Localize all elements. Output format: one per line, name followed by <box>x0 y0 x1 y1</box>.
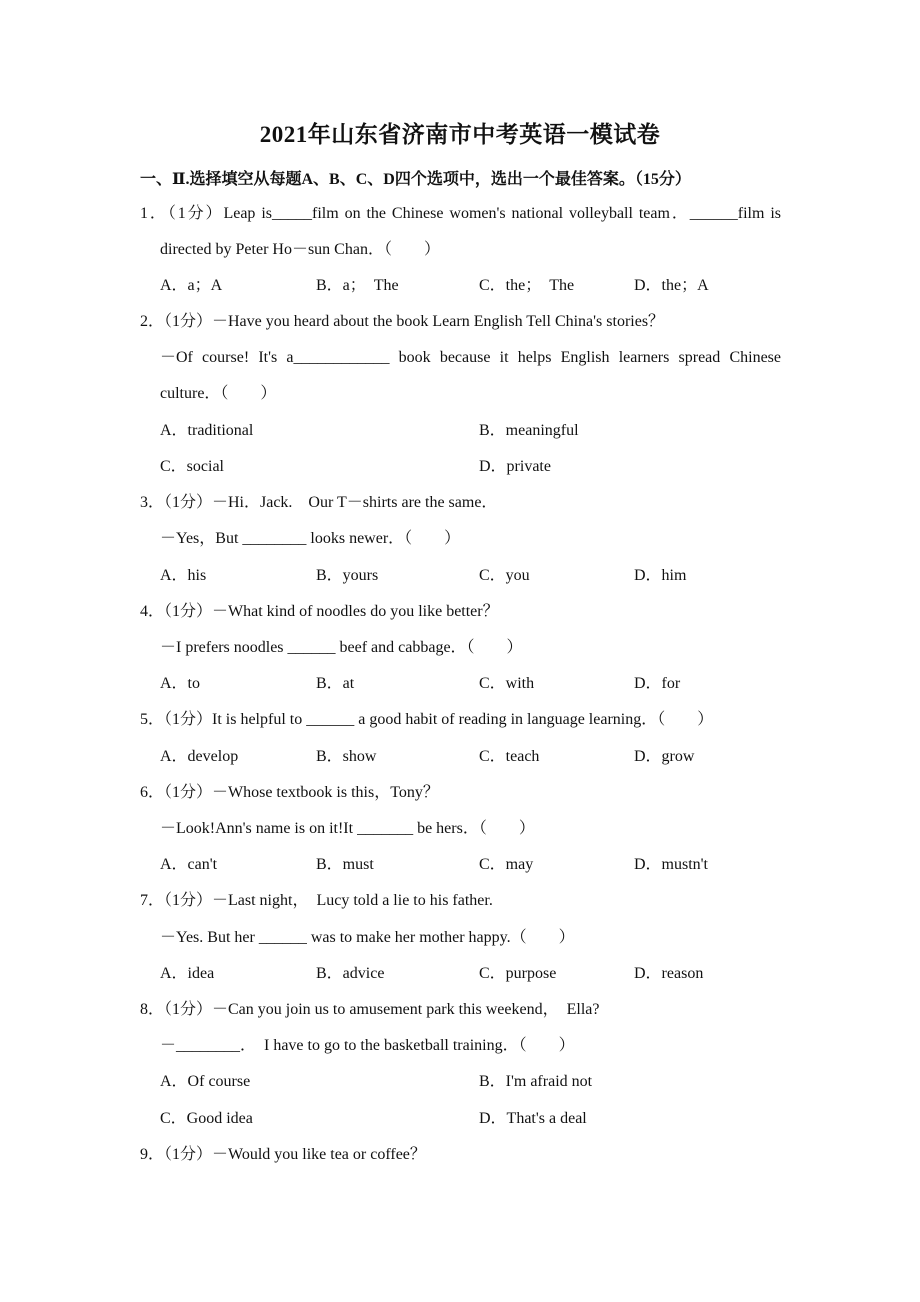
question-6-line-1 <box>0 775 920 811</box>
option-c[interactable]: C．may <box>479 856 534 873</box>
question-2-options-row-1 <box>0 413 920 449</box>
question-4-reply: －I prefers noodles ______ beef and cabbage．（ ） <box>160 639 523 656</box>
option-c[interactable]: C．you <box>479 567 530 584</box>
question-2-options-row-2 <box>0 449 920 485</box>
question-2-stem: 2．（1分）－Have you heard about the book Learn English Tell China's stories？ <box>140 313 665 330</box>
option-b[interactable]: B．I'm afraid not <box>479 1073 593 1090</box>
question-4-options <box>0 666 920 702</box>
option-a[interactable]: A．can't <box>160 856 218 873</box>
option-d[interactable]: D．That's a deal <box>479 1110 587 1127</box>
option-c[interactable]: C．social <box>160 458 224 475</box>
question-3-line-1 <box>0 485 920 521</box>
question-1-stem: 1．（1分）Leap is_____film on the Chinese women's national volleyball team．______film is <box>140 205 781 222</box>
question-9-line-1 <box>0 1137 920 1173</box>
option-a[interactable]: A．a；A <box>160 277 223 294</box>
option-d[interactable]: D．mustn't <box>634 856 709 873</box>
option-a[interactable]: A．his <box>160 567 207 584</box>
question-4-line-1 <box>0 594 920 630</box>
question-6-options <box>0 847 920 883</box>
question-8-reply: －________． I have to go to the basketball training．（ ） <box>160 1037 575 1054</box>
question-3-line-2 <box>0 521 920 557</box>
question-4-stem: 4．（1分）－What kind of noodles do you like better？ <box>140 603 499 620</box>
question-9-stem: 9．（1分）－Would you like tea or coffee？ <box>140 1146 426 1163</box>
question-1-stem-cont: directed by Peter Ho－sun Chan．（ ） <box>160 241 440 258</box>
option-d[interactable]: D．reason <box>634 965 704 982</box>
option-b[interactable]: B．show <box>316 748 377 765</box>
question-7-options <box>0 956 920 992</box>
question-7-reply: －Yes. But her ______ was to make her mother happy.（ ） <box>160 929 575 946</box>
option-b[interactable]: B．must <box>316 856 374 873</box>
question-6-reply: －Look!Ann's name is on it!It _______ be hers．（ ） <box>160 820 535 837</box>
question-1-line-1 <box>0 196 920 232</box>
option-c[interactable]: C．with <box>479 675 535 692</box>
question-5-options <box>0 739 920 775</box>
question-5-stem: 5．（1分）It is helpful to ______ a good habit of reading in language learning．（ ） <box>140 711 714 728</box>
question-6-line-2 <box>0 811 920 847</box>
option-c[interactable]: C．teach <box>479 748 540 765</box>
option-d[interactable]: D．grow <box>634 748 695 765</box>
exam-title: 2021年山东省济南市中考英语一模试卷 <box>259 122 661 147</box>
question-7-line-1 <box>0 883 920 919</box>
option-b[interactable]: B．advice <box>316 965 385 982</box>
option-d[interactable]: D．him <box>634 567 687 584</box>
question-8-options-row-1 <box>0 1064 920 1100</box>
question-3-reply: －Yes，But ________ looks newer．（ ） <box>160 530 461 547</box>
option-a[interactable]: A．traditional <box>160 422 254 439</box>
question-2-reply-cont: culture．（ ） <box>160 385 277 402</box>
question-4-line-2 <box>0 630 920 666</box>
question-7-stem: 7．（1分）－Last night， Lucy told a lie to his father. <box>140 892 493 909</box>
option-a[interactable]: A．to <box>160 675 201 692</box>
option-a[interactable]: A．idea <box>160 965 215 982</box>
option-b[interactable]: B．at <box>316 675 355 692</box>
option-c[interactable]: C．purpose <box>479 965 557 982</box>
question-2-line-3 <box>0 376 920 412</box>
question-6-stem: 6．（1分）－Whose textbook is this，Tony？ <box>140 784 439 801</box>
question-8-line-1 <box>0 992 920 1028</box>
question-5-line-1 <box>0 702 920 738</box>
option-a[interactable]: A．Of course <box>160 1073 251 1090</box>
option-b[interactable]: B．a； The <box>316 277 399 294</box>
option-d[interactable]: D．private <box>479 458 551 475</box>
question-7-line-2 <box>0 920 920 956</box>
question-2-line-2 <box>0 340 920 376</box>
question-3-options <box>0 558 920 594</box>
question-8-stem: 8．（1分）－Can you join us to amusement park this weekend， Ella? <box>140 1001 600 1018</box>
question-8-options-row-2 <box>0 1101 920 1137</box>
option-b[interactable]: B．meaningful <box>479 422 579 439</box>
option-b[interactable]: B．yours <box>316 567 379 584</box>
option-d[interactable]: D．the；A <box>634 277 709 294</box>
question-2-reply: －Of course! It's a____________ book because it helps English learners spread Chinese <box>160 349 781 366</box>
option-a[interactable]: A．develop <box>160 748 239 765</box>
question-3-stem: 3．（1分）－Hi．Jack. Our T－shirts are the same． <box>140 494 498 511</box>
option-c[interactable]: C．Good idea <box>160 1110 253 1127</box>
question-1-line-2 <box>0 232 920 268</box>
option-d[interactable]: D．for <box>634 675 681 692</box>
option-c[interactable]: C．the； The <box>479 277 575 294</box>
question-1-options <box>0 268 920 304</box>
question-8-line-2 <box>0 1028 920 1064</box>
question-2-line-1 <box>0 304 920 340</box>
section-heading: 一、Ⅱ.选择填空从每题A、B、C、D四个选项中，选出一个最佳答案。（15分） <box>140 171 691 188</box>
